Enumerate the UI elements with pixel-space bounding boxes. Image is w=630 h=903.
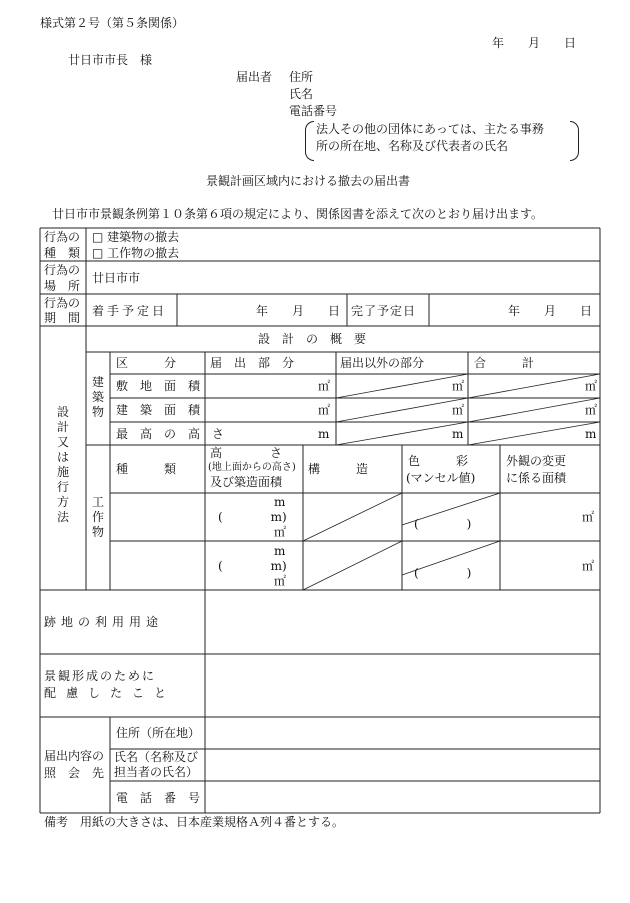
- unit-m2: ㎡: [582, 559, 595, 573]
- max-height-label: 最 高 の 高 さ: [116, 427, 225, 441]
- end-label: 完了予定日: [351, 304, 417, 318]
- contact-name-label-2: 担当者の氏名）: [114, 765, 199, 779]
- unit-m: m: [274, 495, 286, 509]
- unit-m: m: [452, 427, 464, 441]
- name-label: 氏名: [289, 87, 314, 101]
- building-area-label: 建 築 面 積: [116, 403, 201, 417]
- place-label-2: 場 所: [44, 279, 81, 293]
- todokede-igai-header: 届出以外の部分: [340, 356, 425, 370]
- corp-note-line2: 所の所在地、名称及び代表者の氏名: [316, 139, 509, 153]
- place-value[interactable]: 廿日市市: [92, 271, 141, 285]
- todokede-header: 届 出 部 分: [210, 356, 295, 370]
- unit-m: m: [274, 544, 286, 558]
- period-label-2: 期 間: [44, 311, 81, 325]
- change-header-2: に係る面積: [506, 471, 567, 485]
- unit-m2: ㎡: [452, 379, 465, 393]
- contact-phone-label: 電 話 番 号: [116, 791, 201, 805]
- footnote: 備考 用紙の大きさは、日本産業規格Ａ列４番とする。: [44, 815, 345, 829]
- structure-label: 工作物: [91, 495, 104, 539]
- end-date[interactable]: 年 月 日: [508, 304, 593, 318]
- unit-m2: ㎡: [318, 379, 331, 393]
- period-label-1: 行為の: [44, 296, 81, 310]
- phone-label: 電話番号: [289, 104, 338, 118]
- unit-m2: ㎡: [582, 510, 595, 524]
- unit-m2: ㎡: [274, 525, 287, 539]
- height-header-2: (地上面からの高さ): [208, 462, 296, 473]
- atochi-label: 跡地の利用用途: [44, 615, 164, 629]
- type-label-2: 種 類: [44, 246, 81, 260]
- change-header-1: 外観の変更: [506, 454, 567, 468]
- intro-text: 廿日市市景観条例第１０条第６項の規定により、関係図書を添えて次のとおり届け出ます。: [52, 207, 544, 221]
- place-label-1: 行為の: [44, 263, 81, 277]
- header-date: 年 月 日: [492, 36, 577, 50]
- color-paren: ( ): [414, 566, 472, 580]
- goukei-header: 合 計: [474, 356, 535, 370]
- unit-m: m: [585, 427, 597, 441]
- height-header-3: 及び築造面積: [210, 475, 283, 489]
- color-header-1: 色 彩: [408, 454, 469, 468]
- start-label: 着手予定日: [92, 304, 168, 318]
- keikan-label-1: 景観形成のために: [44, 669, 157, 683]
- unit-m2: ㎡: [585, 403, 598, 417]
- form-number: 様式第２号（第５条関係）: [40, 16, 185, 30]
- design-overview-header: 設 計 の 概 要: [258, 332, 367, 346]
- option-building-removal[interactable]: □ 建築物の撤去: [92, 230, 180, 244]
- height-paren: ( m): [218, 510, 287, 524]
- kouzou-header: 構 造: [308, 462, 369, 476]
- kubun-header: 区 分: [116, 356, 177, 370]
- color-paren: ( ): [414, 517, 472, 531]
- start-date[interactable]: 年 月 日: [256, 304, 341, 318]
- height-header-1: 高 さ: [210, 446, 283, 460]
- contact-name-label-1: 氏名（名称及び: [114, 750, 199, 764]
- kind-header: 種 類: [116, 462, 177, 476]
- form-title: 景観計画区域内における撤去の届出書: [206, 174, 411, 188]
- unit-m2: ㎡: [585, 379, 598, 393]
- addressee: 廿日市市長 様: [68, 53, 153, 67]
- contact-label-1: 届出内容の: [44, 749, 105, 763]
- corp-note-line1: 法人その他の団体にあっては、主たる事務: [316, 122, 544, 136]
- height-paren: ( m): [218, 559, 287, 573]
- keikan-label-2: 配慮したこと: [44, 686, 177, 700]
- unit-m2: ㎡: [452, 403, 465, 417]
- site-area-label: 敷 地 面 積: [116, 379, 201, 393]
- unit-m: m: [318, 427, 330, 441]
- building-label: 建築物: [91, 375, 104, 419]
- color-header-2: (マンセル値): [406, 471, 476, 485]
- contact-label-2: 照 会 先: [44, 766, 105, 780]
- design-method-label: 設計又は施行方法: [56, 405, 69, 524]
- unit-m2: ㎡: [318, 403, 331, 417]
- type-label-1: 行為の: [44, 230, 81, 244]
- address-label: 住所: [289, 70, 314, 84]
- option-structure-removal[interactable]: □ 工作物の撤去: [92, 246, 180, 260]
- unit-m2: ㎡: [274, 574, 287, 588]
- contact-address-label: 住所（所在地）: [116, 726, 201, 740]
- applicant-label: 届出者: [236, 70, 273, 84]
